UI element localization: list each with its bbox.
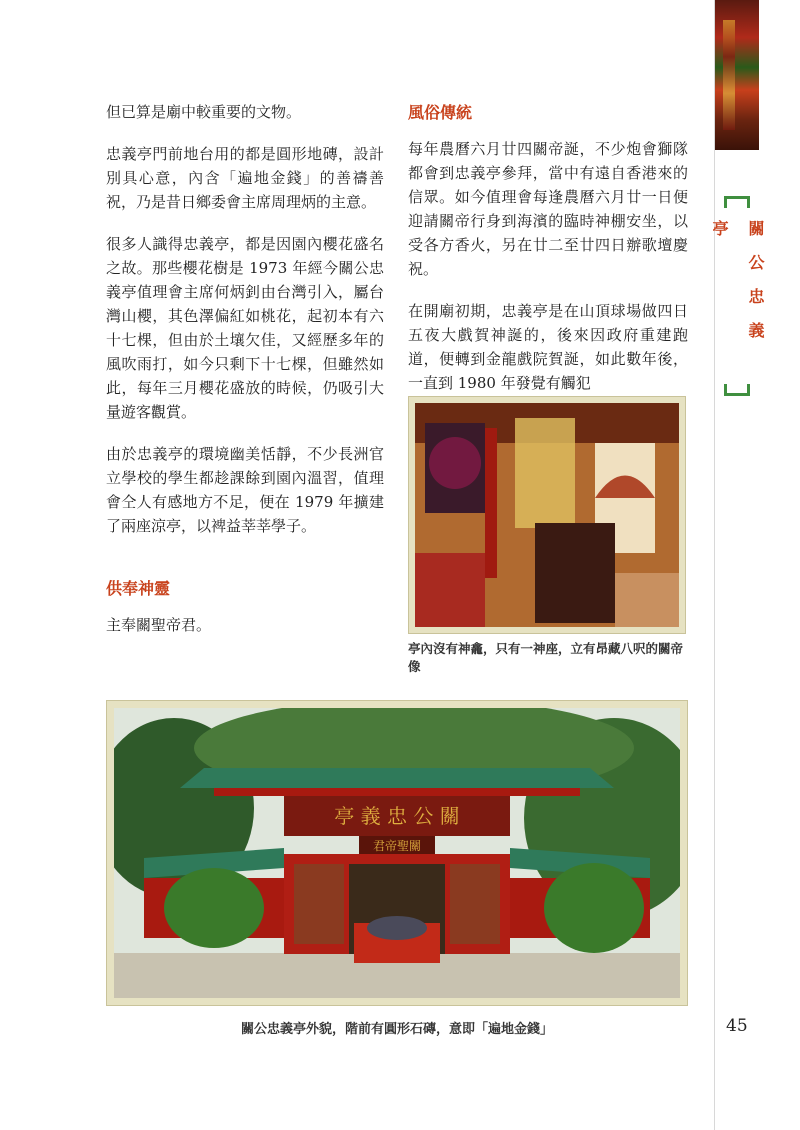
paragraph: 在開廟初期，忠義亭是在山頂球場做四日五夜大戲賀神誕的，後來因政府重建跑道，便轉到金龍戲院賀誕，如此數年後，一直到 1980 年發覺有觸犯 [408, 302, 688, 392]
vertical-title-text: 關公忠義亭 [710, 219, 765, 356]
photo-interior-image [415, 403, 679, 627]
left-column [106, 100, 384, 655]
paragraph: 每年農曆六月廿四關帝誕，不少炮會獅隊都會到忠義亭參拜，當中有遠自香港來的信眾。如今值理會每逢農曆六月廿一日便迎請關帝行身到海濱的臨時神棚安坐，以受各方香火，另在廿二至廿四日辦歌壇慶祝。 [408, 140, 688, 278]
photo-exterior-caption: 關公忠義亭外貌，階前有圓形石磚，意即「遍地金錢」 [240, 1022, 553, 1037]
paragraph: 主奉關聖帝君。 [106, 616, 212, 634]
right-column [408, 100, 688, 413]
paragraph: 忠義亭門前地台用的都是圓形地磚，設計別具心意，內含「遍地金錢」的善禱善祝，乃是昔日鄉委會主席周理炳的主意。 [106, 145, 384, 211]
paragraph: 很多人識得忠義亭，都是因園內櫻花盛名之故。那些櫻花樹是 1973 年經今關公忠義亭值理會主席何炳釗由台灣引入，屬台灣山櫻，其色澤偏紅如桃花，起初本有六十七棵，但由於土壤欠佳，又經歷多年的風吹雨打，如今只剩下十七棵，但雖然如此，每年三月櫻花盛放的時候，仍吸引大量遊客觀賞。 [106, 235, 384, 421]
sidebar-photo [715, 0, 759, 150]
page-number: 45 [726, 1016, 748, 1036]
photo-exterior-image [114, 708, 680, 998]
plaque-main-text: 亭 義 忠 公 關 [334, 804, 460, 828]
section-heading-customs: 風俗傳統 [408, 103, 473, 122]
vertical-chapter-title [710, 196, 765, 396]
photo-interior-caption: 亭內沒有神龕，只有一神座，立有昂藏八呎的關帝像 [408, 641, 684, 674]
paragraph: 但已算是廟中較重要的文物。 [106, 103, 302, 121]
photo-interior [408, 396, 686, 634]
paragraph: 由於忠義亭的環境幽美恬靜，不少長洲官立學校的學生都趁課餘到園內溫習，值理會仝人有感地方不足，便在 1979 年擴建了兩座涼亭，以裨益莘莘學子。 [106, 445, 384, 535]
plaque-sub-text: 君帝聖關 [372, 839, 422, 853]
sidebar [710, 0, 800, 1130]
bracket-bottom [724, 384, 750, 396]
photo-exterior [106, 700, 688, 1006]
interior-illustration [415, 403, 679, 627]
bracket-top [724, 196, 750, 208]
section-heading-deities: 供奉神靈 [106, 579, 171, 598]
temple-illustration [114, 708, 680, 998]
